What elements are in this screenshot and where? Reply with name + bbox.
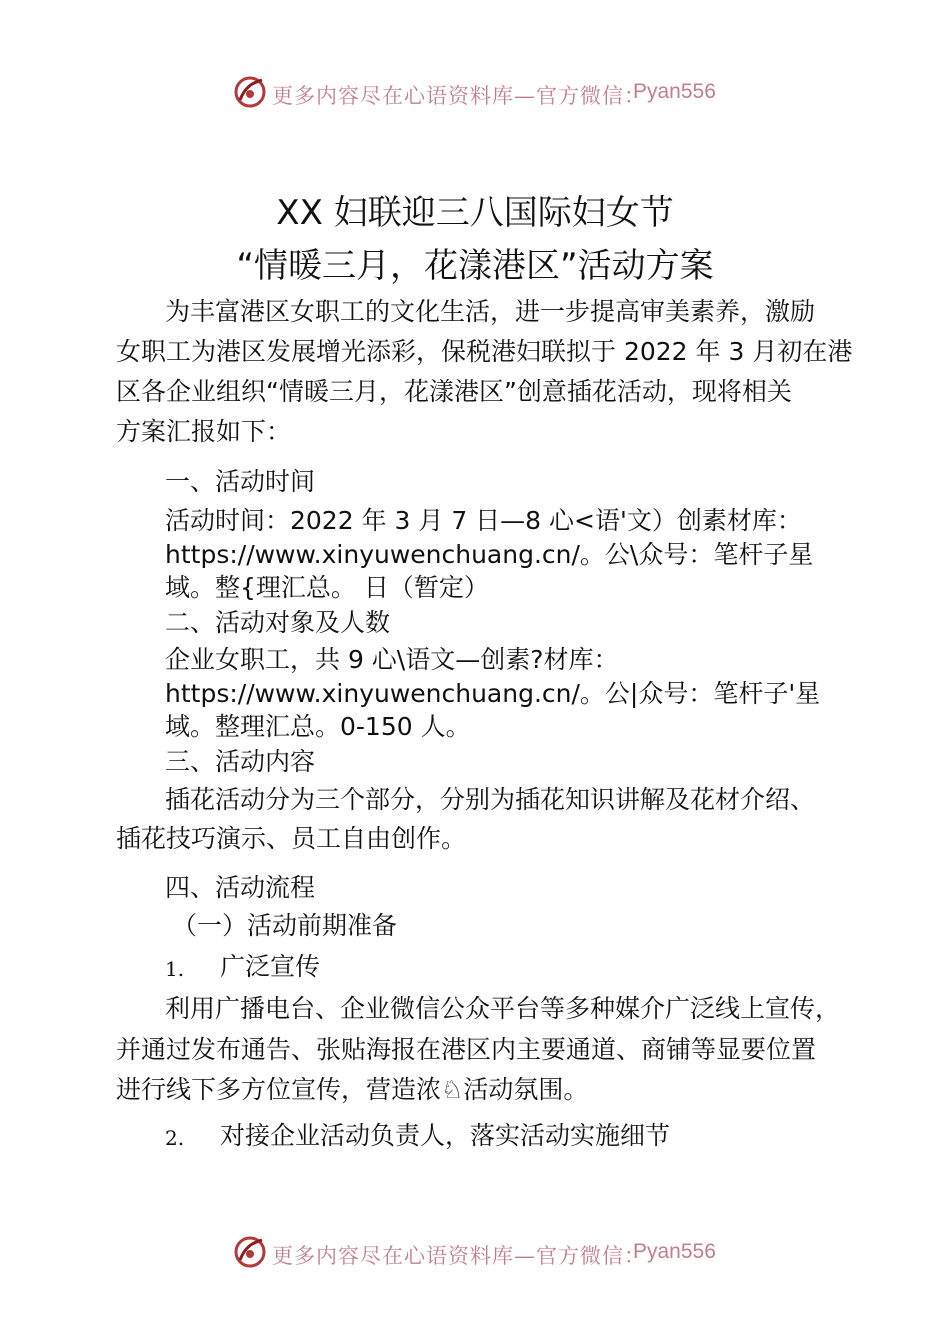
section-line: 插花技巧演示、员工自由创作。	[116, 824, 467, 853]
section-heading-process: 四、活动流程	[165, 873, 316, 902]
section-heading-time: 一、活动时间	[165, 467, 316, 496]
watermark-text: 更多内容尽在心语资料库—官方微信：	[272, 84, 646, 108]
section-line: 企业女职工，共 9 心\语文—创素?材库：	[165, 645, 619, 674]
doc-title-line2: “情暖三月，花漾港区”活动方案	[236, 246, 714, 286]
section-line: https://www.xinyuwenchuang.cn/。公|众号：笔杆子'星	[165, 679, 821, 708]
intro-line: 区各企业组织“情暖三月，花漾港区”创意插花活动，现将相关	[116, 377, 792, 406]
intro-line: 为丰富港区女职工的文化生活，进一步提高审美素养，激励	[165, 297, 816, 326]
section-line: 域。整理汇总。0-150 人。	[165, 712, 471, 741]
doc-title-line1: XX 妇联迎三八国际妇女节	[276, 193, 674, 233]
watermark-wechat-id: Pyan556	[633, 1240, 716, 1263]
intro-line: 方案汇报如下：	[116, 417, 292, 446]
intro-line: 女职工为港区发展增光添彩，保税港妇联拟于 2022 年 3 月初在港	[116, 337, 853, 366]
section-line: 活动时间：2022 年 3 月 7 日—8 心<语'文）创素材库：	[165, 506, 802, 535]
section-heading-target: 二、活动对象及人数	[165, 608, 391, 637]
list-number: 1.	[165, 957, 185, 981]
watermark-text: 更多内容尽在心语资料库—官方微信：	[272, 1244, 646, 1268]
list-number: 2.	[165, 1126, 185, 1150]
logo-icon	[232, 74, 268, 110]
paragraph-line: 利用广播电台、企业微信公众平台等多种媒介广泛线上宣传，	[165, 994, 841, 1023]
section-heading-content: 三、活动内容	[165, 747, 316, 776]
subsection-heading: （一）活动前期准备	[172, 911, 398, 940]
logo-icon	[232, 1234, 268, 1270]
header-watermark	[0, 72, 950, 112]
watermark-wechat-id: Pyan556	[633, 80, 716, 103]
paragraph-line: 进行线下多方位宣传，营造浓♘活动氛围。	[116, 1075, 589, 1104]
section-line: 插花活动分为三个部分，分别为插花知识讲解及花材介绍、	[165, 785, 816, 814]
section-line: 域。整{理汇总。 日（暂定）	[165, 573, 489, 602]
footer-watermark	[0, 1232, 950, 1272]
list-item-title: 广泛宣传	[220, 952, 321, 981]
paragraph-line: 并通过发布通告、张贴海报在港区内主要通道、商铺等显要位置	[116, 1035, 817, 1064]
section-line: https://www.xinyuwenchuang.cn/。公\众号：笔杆子星	[165, 540, 814, 569]
list-item-title: 对接企业活动负责人，落实活动实施细节	[220, 1121, 671, 1150]
